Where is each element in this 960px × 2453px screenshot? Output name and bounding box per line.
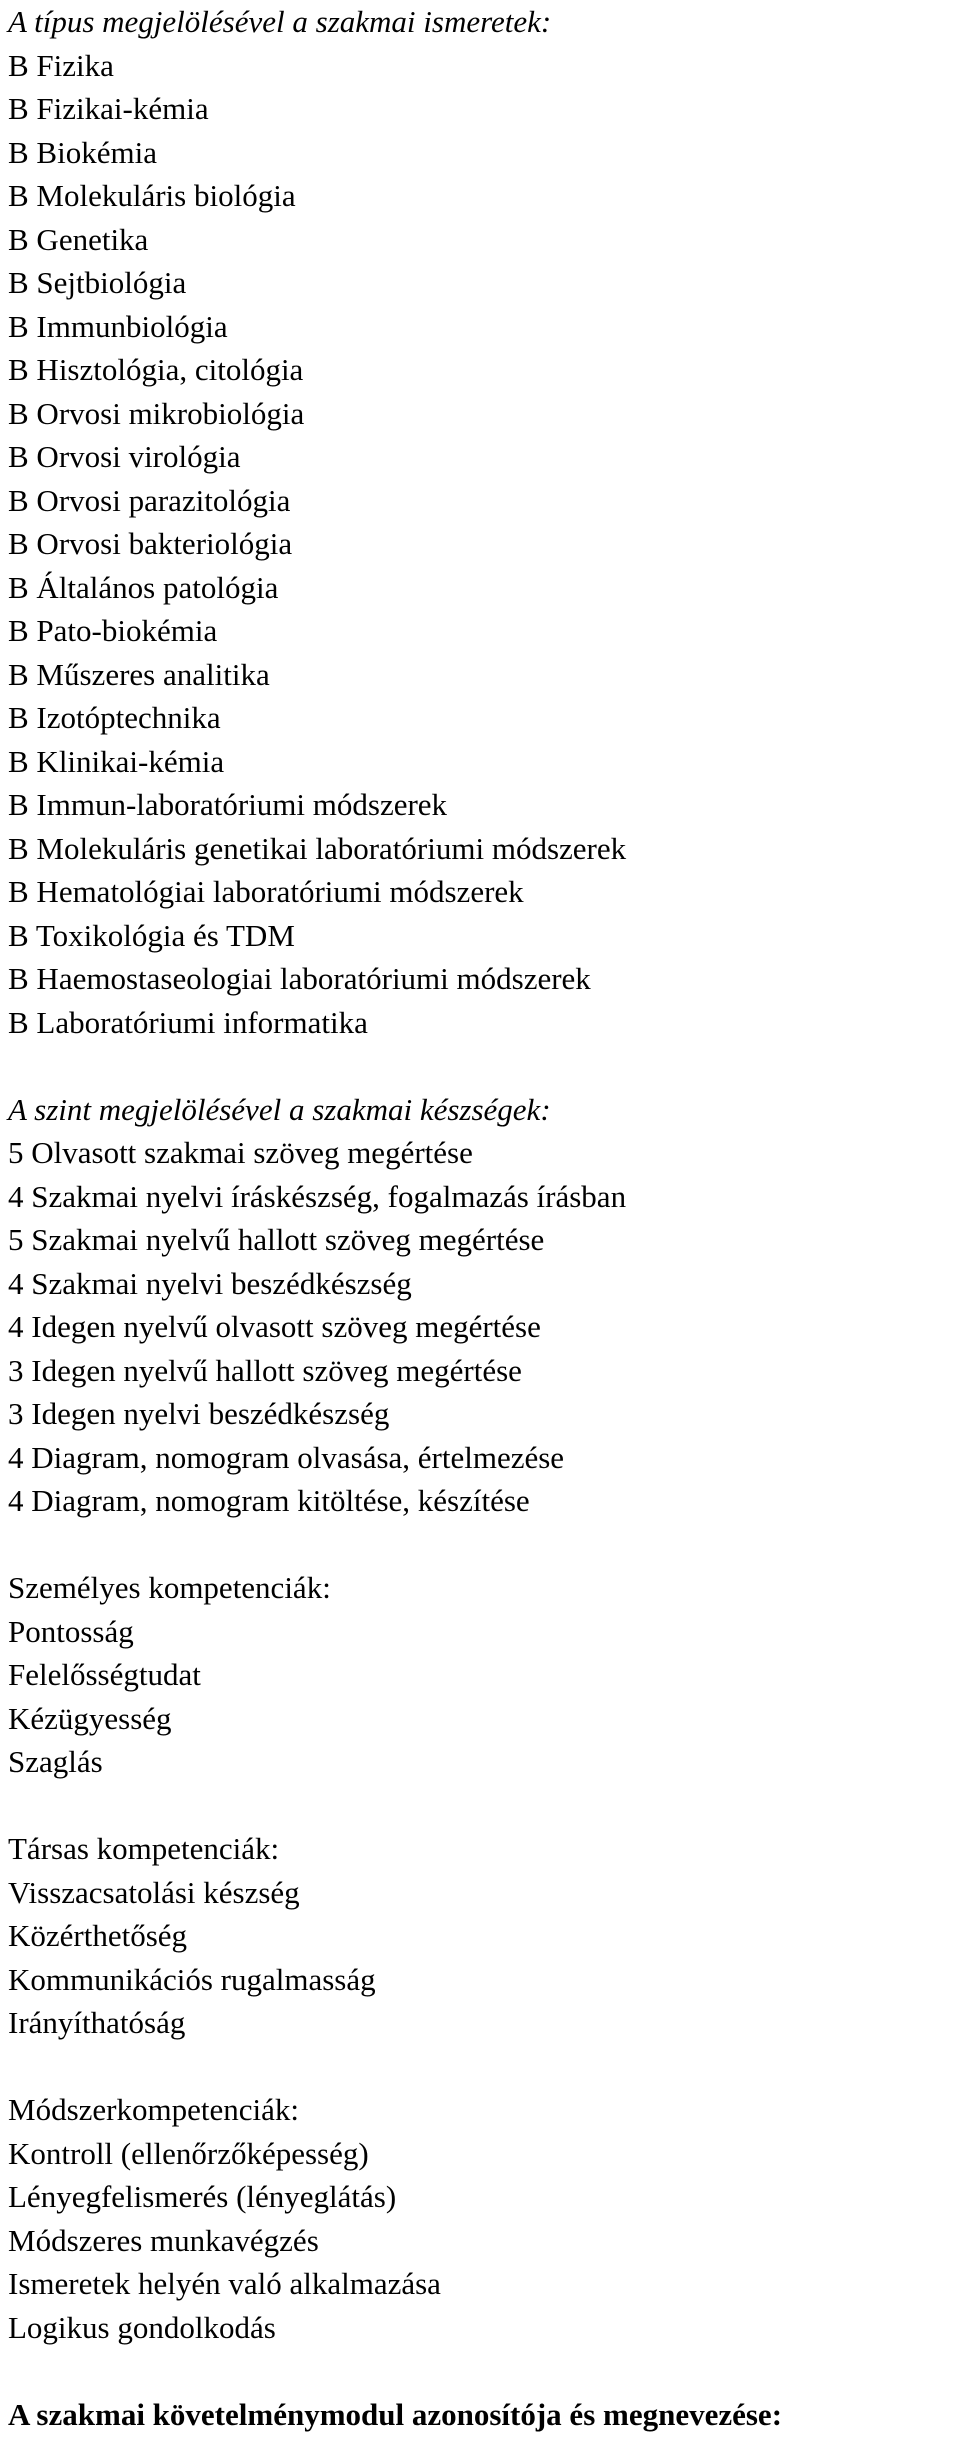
knowledge-item: B Molekuláris biológia (8, 178, 296, 213)
spacer (8, 2349, 960, 2393)
skill-item: 4 Diagram, nomogram olvasása, értelmezése (8, 1439, 565, 1475)
skills-list (8, 1131, 960, 1523)
spacer (8, 2045, 960, 2089)
spacer (8, 1784, 960, 1828)
social-competencies-heading: Társas kompetenciák: (8, 1831, 280, 1866)
competency-item: Pontosság (8, 1613, 134, 1649)
competency-item: Ismeretek helyén való alkalmazása (8, 2266, 441, 2301)
knowledge-heading: A típus megjelölésével a szakmai ismeretek: (8, 4, 552, 39)
knowledge-item: B Általános patológia (8, 569, 279, 605)
knowledge-item: B Klinikai-kémia (8, 743, 225, 779)
personal-competencies-heading: Személyes kompetenciák: (8, 1570, 331, 1605)
knowledge-item: B Hisztológia, citológia (8, 352, 304, 387)
competency-item: Szaglás (8, 1744, 103, 1779)
competency-item: Módszeres munkavégzés (8, 2222, 319, 2258)
personal-competencies-section (8, 1566, 960, 1784)
skill-item: 4 Szakmai nyelvi íráskészség, fogalmazás írásban (8, 1178, 627, 1214)
social-competencies-section (8, 1827, 960, 2045)
knowledge-item: B Pato-biokémia (8, 613, 218, 648)
competency-item: Felelősségtudat (8, 1657, 201, 1692)
knowledge-item: B Orvosi parazitológia (8, 482, 291, 518)
competency-item: Visszacsatolási készség (8, 1874, 300, 1910)
knowledge-item: B Immunbiológia (8, 308, 228, 344)
competency-item: Kontroll (ellenőrzőképesség) (8, 2135, 369, 2171)
competency-item: Közérthetőség (8, 1918, 188, 1953)
skill-item: 4 Idegen nyelvű olvasott szöveg megértése (8, 1309, 541, 1344)
knowledge-item: B Haemostaseologiai laboratóriumi módszerek (8, 961, 591, 996)
competency-item: Kommunikációs rugalmasság (8, 1961, 376, 1997)
knowledge-item: B Műszeres analitika (8, 656, 270, 692)
knowledge-item: B Orvosi mikrobiológia (8, 395, 305, 431)
skill-item: 4 Szakmai nyelvi beszédkészség (8, 1265, 412, 1301)
knowledge-item: B Izotóptechnika (8, 700, 221, 735)
module-title: A szakmai követelménymodul azonosítója és megnevezése: (8, 2396, 783, 2432)
skill-item: 5 Szakmai nyelvű hallott szöveg megértése (8, 1222, 545, 1257)
method-competencies-section (8, 2088, 960, 2349)
knowledge-item: B Fizikai-kémia (8, 91, 209, 126)
method-competencies-heading: Módszerkompetenciák: (8, 2092, 299, 2127)
skills-heading: A szint megjelölésével a szakmai készségek: (8, 1091, 551, 1127)
knowledge-item: B Sejtbiológia (8, 265, 187, 300)
competency-item: Kézügyesség (8, 1700, 172, 1736)
skill-item: 5 Olvasott szakmai szöveg megértése (8, 1135, 473, 1170)
competency-item: Logikus gondolkodás (8, 2309, 276, 2345)
knowledge-item: B Laboratóriumi informatika (8, 1004, 368, 1040)
knowledge-item: B Genetika (8, 221, 149, 257)
knowledge-item: B Molekuláris genetikai laboratóriumi módszerek (8, 830, 627, 866)
skill-item: 3 Idegen nyelvi beszédkészség (8, 1396, 390, 1431)
spacer (8, 1523, 960, 1567)
knowledge-item: B Orvosi bakteriológia (8, 526, 293, 561)
knowledge-item: B Immun-laboratóriumi módszerek (8, 787, 448, 822)
knowledge-item: B Hematológiai laboratóriumi módszerek (8, 874, 524, 909)
competency-item: Lényegfelismerés (lényeglátás) (8, 2179, 397, 2214)
spacer (8, 1044, 960, 1088)
knowledge-list (8, 44, 960, 1045)
competency-item: Irányíthatóság (8, 2005, 186, 2040)
skill-item: 3 Idegen nyelvű hallott szöveg megértése (8, 1352, 522, 1388)
skill-item: 4 Diagram, nomogram kitöltése, készítése (8, 1483, 530, 1518)
skills-section (8, 1088, 960, 1523)
knowledge-item: B Biokémia (8, 134, 157, 170)
knowledge-section (8, 0, 960, 1044)
knowledge-item: B Toxikológia és TDM (8, 917, 295, 953)
knowledge-item: B Orvosi virológia (8, 439, 241, 474)
knowledge-item: B Fizika (8, 47, 114, 83)
